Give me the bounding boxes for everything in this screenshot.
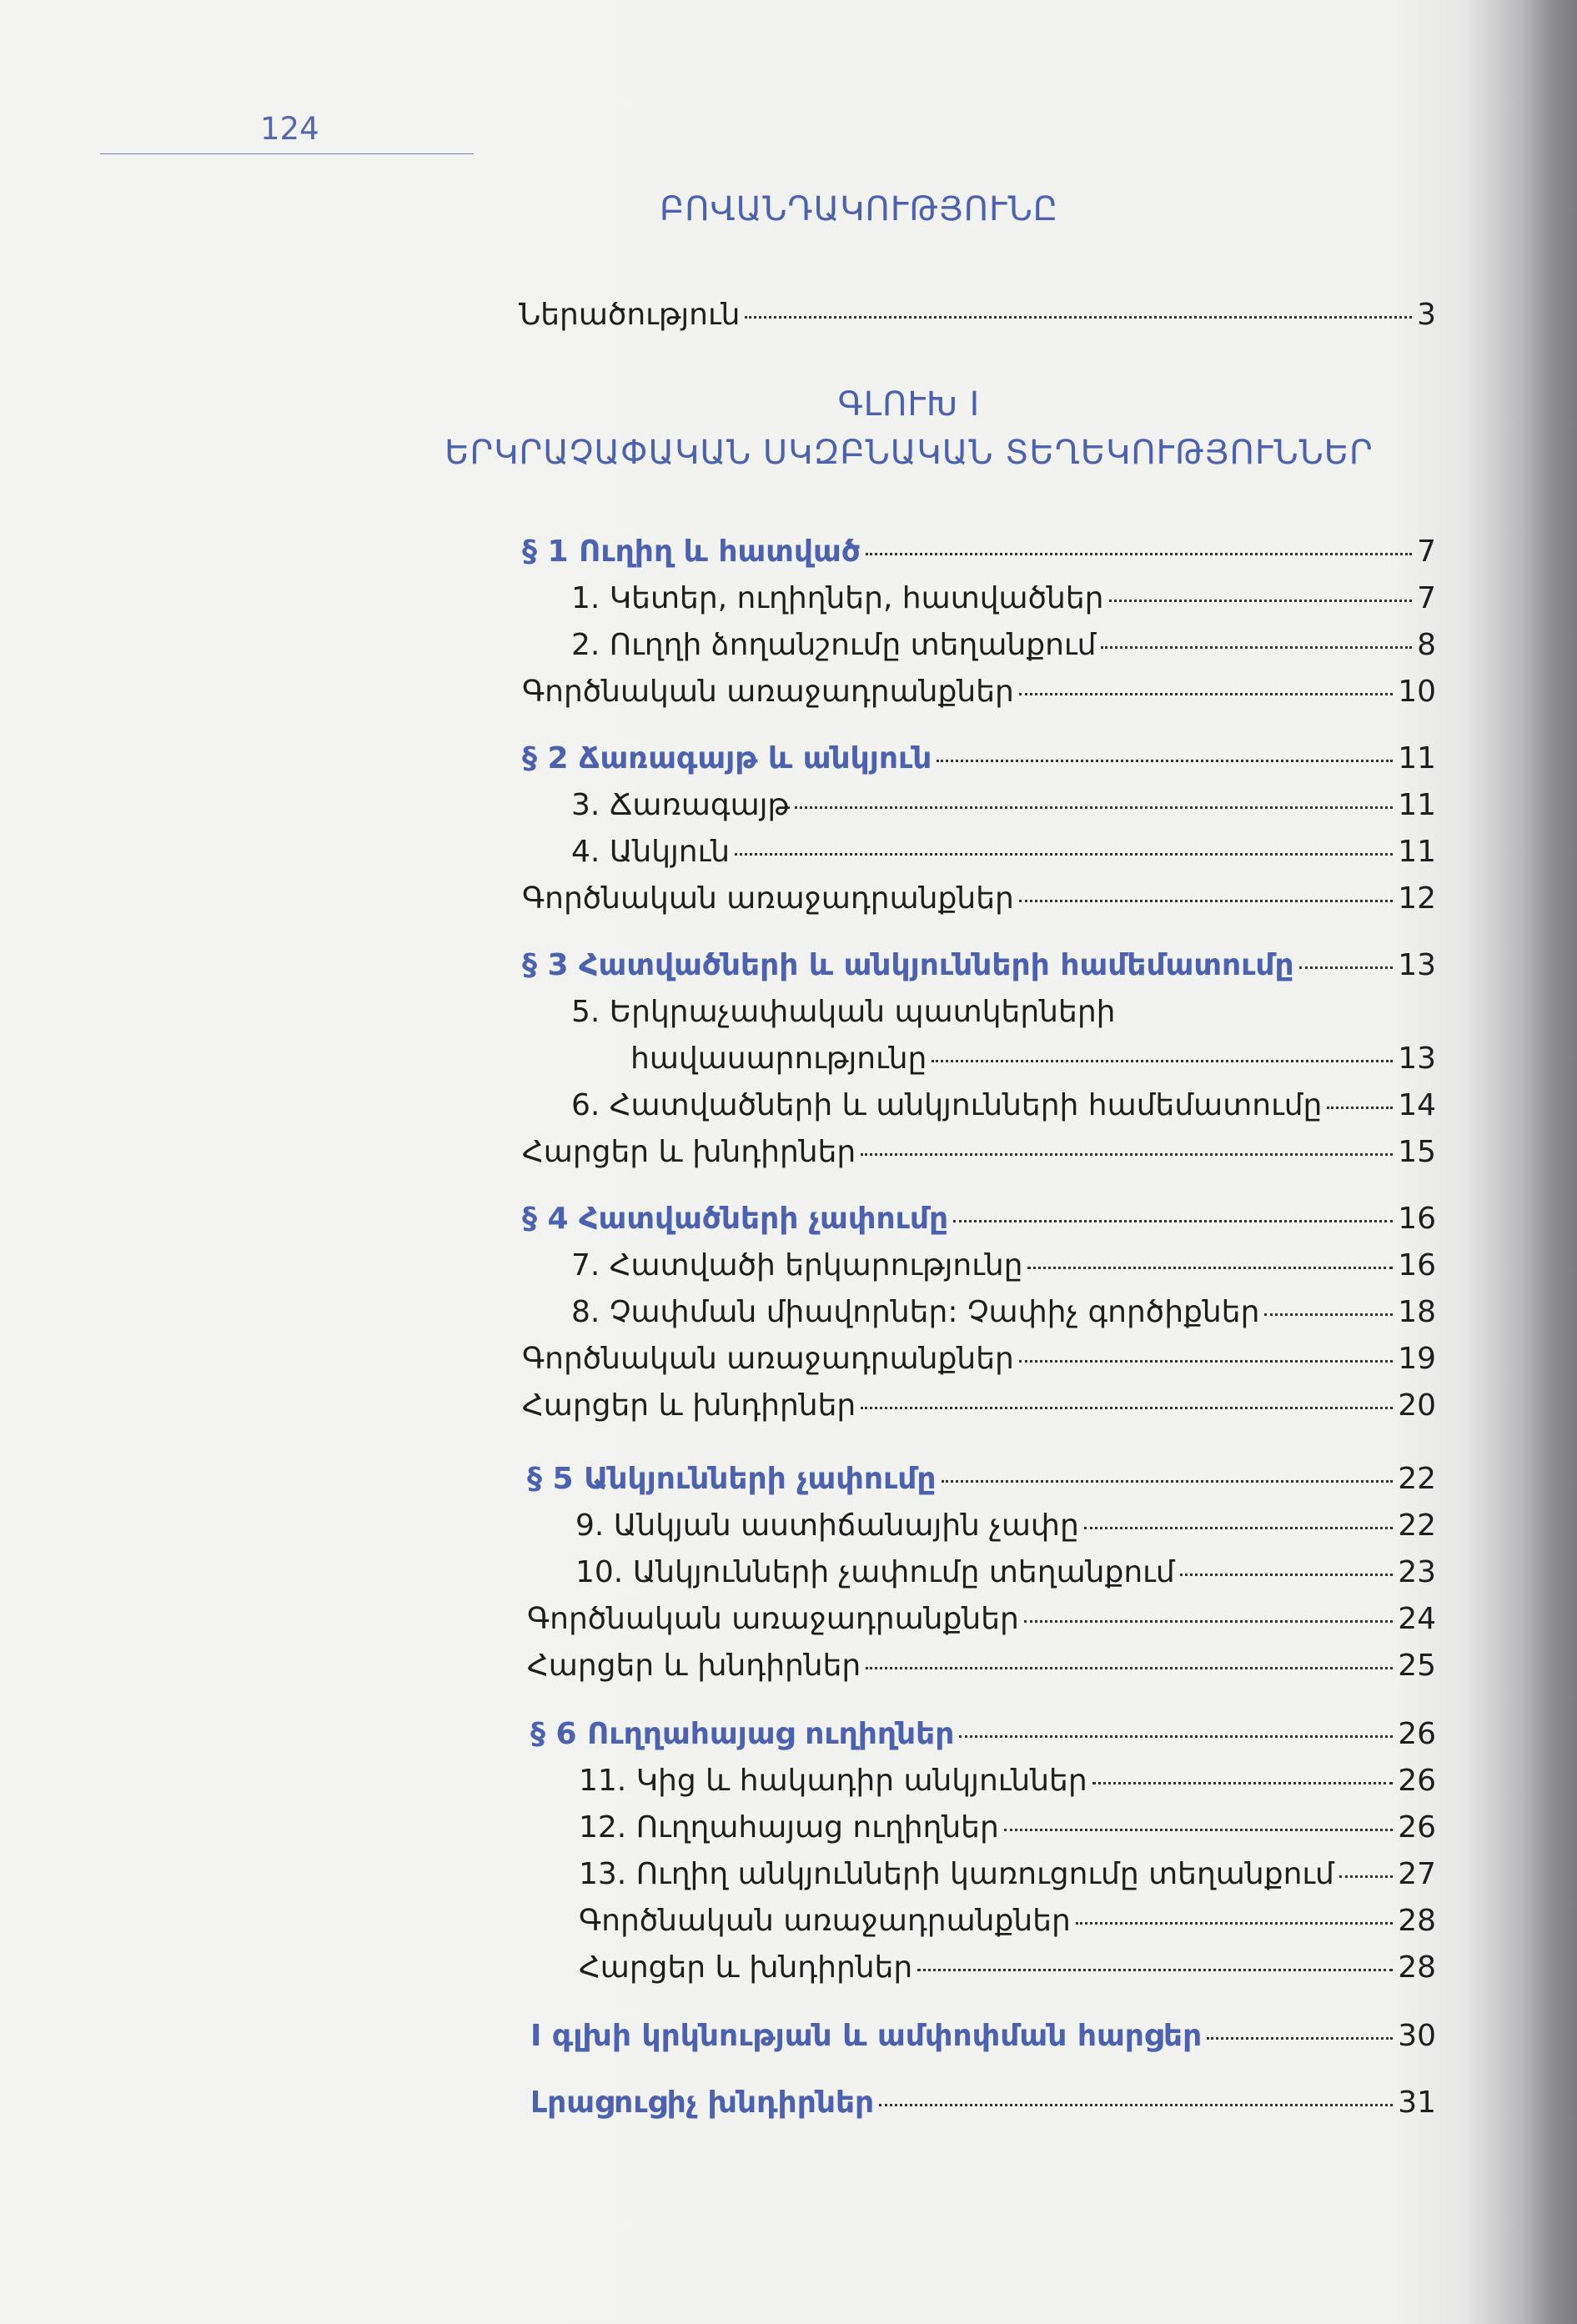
toc-entry-page: 10 <box>1398 675 1436 709</box>
toc-entry <box>522 1134 1436 1171</box>
toc-entry <box>527 1648 1436 1684</box>
toc-entry-page: 27 <box>1398 1857 1436 1891</box>
toc-entry-chapter-review <box>530 2018 1436 2055</box>
toc-entry <box>579 1763 1436 1799</box>
toc-entry-label: 13. Ուղիղ անկյունների կառուցումը տեղանքում <box>579 1857 1334 1891</box>
leader-dots <box>1024 1620 1393 1623</box>
toc-entry-label: 6. Հատվածների և անկյունների համեմատումը <box>571 1088 1323 1122</box>
toc-entry <box>571 627 1436 664</box>
toc-section-6 <box>530 1716 1436 1753</box>
toc-entry <box>575 1554 1436 1591</box>
leader-dots <box>735 853 1393 856</box>
toc-entry-page: 15 <box>1398 1135 1436 1169</box>
toc-entry-page: 8 <box>1417 628 1436 662</box>
toc-title: ԲՈՎԱՆԴԱԿՈՒԹՅՈՒՆԸ <box>659 190 1059 228</box>
toc-entry-page: 13 <box>1398 1042 1436 1076</box>
toc-section-3 <box>522 947 1436 984</box>
leader-dots <box>1207 2037 1393 2040</box>
leader-dots <box>861 1407 1393 1409</box>
toc-entry <box>571 787 1436 824</box>
leader-dots <box>1327 1107 1393 1109</box>
toc-entry-label: § 5 Անկյունների չափումը <box>527 1462 937 1496</box>
toc-entry-label: 12. Ուղղահայաց ուղիղներ <box>579 1810 999 1845</box>
toc-entry <box>571 1294 1436 1331</box>
toc-entry <box>571 834 1436 871</box>
toc-entry-label: Հարցեր և խնդիրներ <box>579 1950 913 1985</box>
toc-entry-page: 16 <box>1398 1202 1436 1236</box>
leader-dots <box>879 2104 1393 2106</box>
toc-entry-page: 24 <box>1398 1602 1436 1636</box>
toc-entry-page: 26 <box>1398 1717 1436 1751</box>
toc-entry-page: 28 <box>1398 1904 1436 1938</box>
toc-entry <box>630 1041 1436 1077</box>
toc-entry-label: § 6 Ուղղահայաց ուղիղներ <box>530 1717 955 1751</box>
header-rule <box>100 153 474 154</box>
toc-entry-additional-problems <box>530 2085 1436 2121</box>
toc-entry <box>571 580 1436 617</box>
toc-entry-page: 12 <box>1398 881 1436 916</box>
page-number: 124 <box>260 111 319 147</box>
leader-dots <box>1109 600 1413 602</box>
toc-entry-label: 7. Հատվածի երկարությունը <box>571 1248 1023 1282</box>
leader-dots <box>1264 1313 1393 1316</box>
leader-dots <box>1180 1574 1394 1576</box>
toc-entry-page: 16 <box>1398 1248 1436 1282</box>
toc-entry-label: 3. Ճառագայթ <box>571 788 790 822</box>
toc-entry-page: 26 <box>1398 1810 1436 1845</box>
leader-dots <box>1101 646 1412 649</box>
toc-entry-page: 14 <box>1398 1088 1436 1122</box>
toc-entry-label: 10. Անկյունների չափումը տեղանքում <box>575 1555 1175 1589</box>
leader-dots <box>959 1735 1393 1738</box>
toc-entry <box>579 1856 1436 1893</box>
toc-entry-label: § 3 Հատվածների և անկյունների համեմատումը <box>522 948 1294 982</box>
toc-entry-label: Հարցեր և խնդիրներ <box>527 1649 861 1683</box>
leader-dots <box>1084 1527 1393 1529</box>
toc-entry-label: 8. Չափման միավորներ: Չափիչ գործիքներ <box>571 1295 1260 1329</box>
toc-section-4 <box>522 1201 1436 1237</box>
toc-entry-label: Հարցեր և խնդիրներ <box>522 1135 856 1169</box>
toc-entry-page: 25 <box>1398 1649 1436 1683</box>
chapter-number: ԳԼՈՒԽ I <box>837 385 981 424</box>
toc-entry <box>522 881 1436 917</box>
leader-dots <box>866 1667 1393 1669</box>
leader-dots <box>745 316 1412 319</box>
toc-entry <box>579 1810 1436 1846</box>
toc-section-5 <box>527 1461 1436 1498</box>
toc-entry-label: Ներածություն <box>519 298 741 332</box>
toc-entry-label: Հարցեր և խնդիրներ <box>522 1388 856 1423</box>
toc-entry-label: Գործնական առաջադրանքներ <box>522 675 1014 709</box>
toc-entry-label: 4. Անկյուն <box>571 835 731 869</box>
toc-entry-label: հավասարությունը <box>630 1042 927 1076</box>
leader-dots <box>1299 966 1394 969</box>
toc-entry-label: 1. Կետեր, ուղիղներ, հատվածներ <box>571 581 1104 615</box>
toc-entry-label: Գործնական առաջադրանքներ <box>522 1342 1014 1376</box>
toc-entry-first-line: 5. Երկրաչափական պատկերների <box>571 995 1116 1029</box>
leader-dots <box>1019 693 1393 695</box>
toc-entry <box>522 1388 1436 1424</box>
toc-entry-page: 7 <box>1417 535 1436 569</box>
toc-entry-label: Լրացուցիչ խնդիրներ <box>530 2086 875 2120</box>
toc-entry-page: 31 <box>1398 2086 1436 2120</box>
toc-entry-page: 11 <box>1398 788 1436 822</box>
leader-dots <box>1019 1360 1393 1363</box>
leader-dots <box>1027 1267 1393 1269</box>
toc-entry <box>579 1903 1436 1940</box>
toc-entry-page: 26 <box>1398 1764 1436 1798</box>
leader-dots <box>1339 1875 1393 1878</box>
toc-entry-page: 11 <box>1398 741 1436 776</box>
toc-entry-page: 22 <box>1398 1508 1436 1543</box>
toc-entry-page: 19 <box>1398 1342 1436 1376</box>
toc-section-2 <box>522 740 1436 777</box>
toc-entry-label: Գործնական առաջադրանքներ <box>522 881 1014 916</box>
toc-entry-label: 2. Ուղղի ձողանշումը տեղանքում <box>571 628 1097 662</box>
toc-entry-page: 22 <box>1398 1462 1436 1496</box>
toc-entry-page: 3 <box>1417 298 1436 332</box>
toc-entry-page: 28 <box>1398 1950 1436 1985</box>
toc-entry-label: § 1 Ուղիղ և հատված <box>522 535 861 569</box>
toc-entry-page: 7 <box>1417 581 1436 615</box>
toc-entry <box>575 1508 1436 1544</box>
toc-entry <box>571 1247 1436 1284</box>
toc-entry-label: Գործնական առաջադրանքներ <box>579 1904 1071 1938</box>
leader-dots <box>937 760 1393 762</box>
toc-entry <box>579 1950 1436 1986</box>
leader-dots <box>1004 1829 1393 1831</box>
toc-entry-page: 20 <box>1398 1388 1436 1423</box>
toc-entry <box>571 1087 1436 1124</box>
toc-entry-label: 9. Անկյան աստիճանային չափը <box>575 1508 1079 1543</box>
leader-dots <box>942 1480 1394 1483</box>
chapter-title: ԵՐԿՐԱՉԱՓԱԿԱՆ ՍԿԶԲՆԱԿԱՆ ՏԵՂԵԿՈՒԹՅՈՒՆՆԵՐ <box>444 434 1374 472</box>
leader-dots <box>866 553 1412 555</box>
toc-entry-intro <box>519 297 1436 334</box>
toc-entry-page: 30 <box>1398 2019 1436 2053</box>
leader-dots <box>1092 1782 1394 1784</box>
toc-entry-label: § 4 Հատվածների չափումը <box>522 1202 949 1236</box>
toc-section-1 <box>522 534 1436 570</box>
leader-dots <box>1076 1922 1393 1925</box>
leader-dots <box>953 1220 1393 1222</box>
leader-dots <box>861 1153 1393 1156</box>
leader-dots <box>932 1060 1393 1062</box>
leader-dots <box>917 1969 1393 1971</box>
toc-entry-page: 23 <box>1398 1555 1436 1589</box>
leader-dots <box>1019 900 1393 902</box>
toc-entry-page: 13 <box>1398 948 1436 982</box>
toc-entry <box>522 674 1436 710</box>
toc-entry-page: 11 <box>1398 835 1436 869</box>
toc-entry <box>522 1341 1436 1378</box>
toc-entry-label: § 2 Ճառագայթ և անկյուն <box>522 741 932 776</box>
toc-entry-label: I գլխի կրկնության և ամփոփման հարցեր <box>530 2019 1203 2053</box>
toc-entry-page: 18 <box>1398 1295 1436 1329</box>
toc-entry-label: 11. Կից և հակադիր անկյուններ <box>579 1764 1087 1798</box>
leader-dots <box>795 806 1393 809</box>
toc-entry-label: Գործնական առաջադրանքներ <box>527 1602 1019 1636</box>
toc-entry <box>527 1601 1436 1638</box>
